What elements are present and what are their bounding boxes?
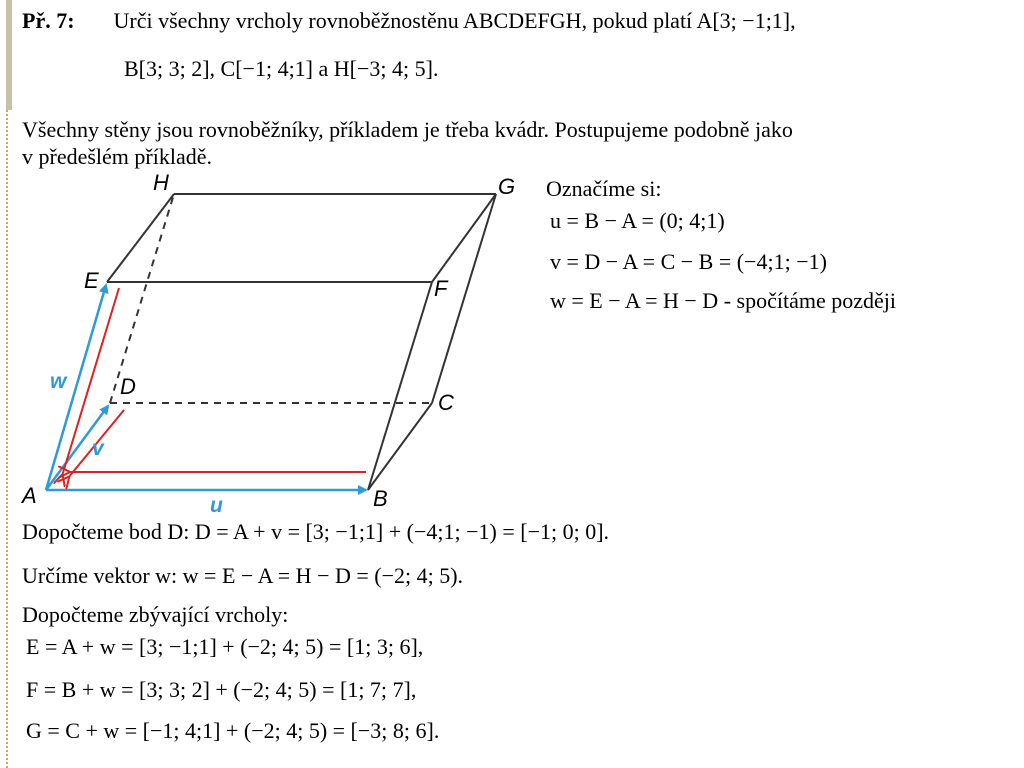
intro-line-2: v předešlém příkladě. xyxy=(22,144,212,169)
edge-b-c xyxy=(368,403,432,490)
edge-f-b xyxy=(368,282,432,490)
vertex-label-b: B xyxy=(373,486,388,511)
step-e: E = A + w = [3; −1;1] + (−2; 4; 5) = [1; 3; 6], xyxy=(26,634,424,659)
problem-label: Př. 7: xyxy=(22,8,75,33)
step-f: F = B + w = [3; 3; 2] + (−2; 4; 5) = [1; 7; 7], xyxy=(26,677,417,702)
problem-text-2: B[3; 3; 2], C[−1; 4;1] a H[−3; 4; 5]. xyxy=(124,56,439,81)
vertex-label-c: C xyxy=(438,390,454,415)
step-w: Určíme vektor w: w = E − A = H − D = (−2; 4; 5). xyxy=(22,563,464,588)
vertex-label-f: F xyxy=(434,276,448,301)
vertex-label-e: E xyxy=(84,268,99,293)
step-g: G = C + w = [−1; 4;1] + (−2; 4; 5) = [−3; 8; 6]. xyxy=(26,718,440,743)
vector-label-w: w xyxy=(50,370,67,393)
edge-d-h-hidden xyxy=(110,194,174,403)
notation-heading: Označíme si: xyxy=(546,176,662,201)
vertex-label-h: H xyxy=(153,170,169,195)
vector-label-v: v xyxy=(92,437,104,460)
step-rest-heading: Dopočteme zbývající vrcholy: xyxy=(22,602,289,627)
edge-f-g xyxy=(432,194,496,282)
intro-line-1: Všechny stěny jsou rovnoběžníky, příkladem je třeba kvádr. Postupujeme podobně jako xyxy=(22,117,793,142)
vertex-label-g: G xyxy=(498,174,516,199)
notation-u: u = B − A = (0; 4;1) xyxy=(550,208,725,233)
edge-e-h xyxy=(107,194,174,282)
vector-label-u: u xyxy=(210,494,223,517)
vertex-label-a: A xyxy=(22,483,37,508)
red-arrow-left xyxy=(62,288,119,476)
problem-text-1: Urči všechny vrcholy rovnoběžnostěnu ABCDEFGH, pokud platí A[3; −1;1], xyxy=(113,8,796,33)
notation-w: w = E − A = H − D - spočítáme později xyxy=(550,288,896,313)
notation-v: v = D − A = C − B = (−4;1; −1) xyxy=(550,249,827,274)
step-d: Dopočteme bod D: D = A + v = [3; −1;1] + (−4;1; −1) = [−1; 0; 0]. xyxy=(22,519,610,544)
vertex-label-d: D xyxy=(120,374,136,399)
